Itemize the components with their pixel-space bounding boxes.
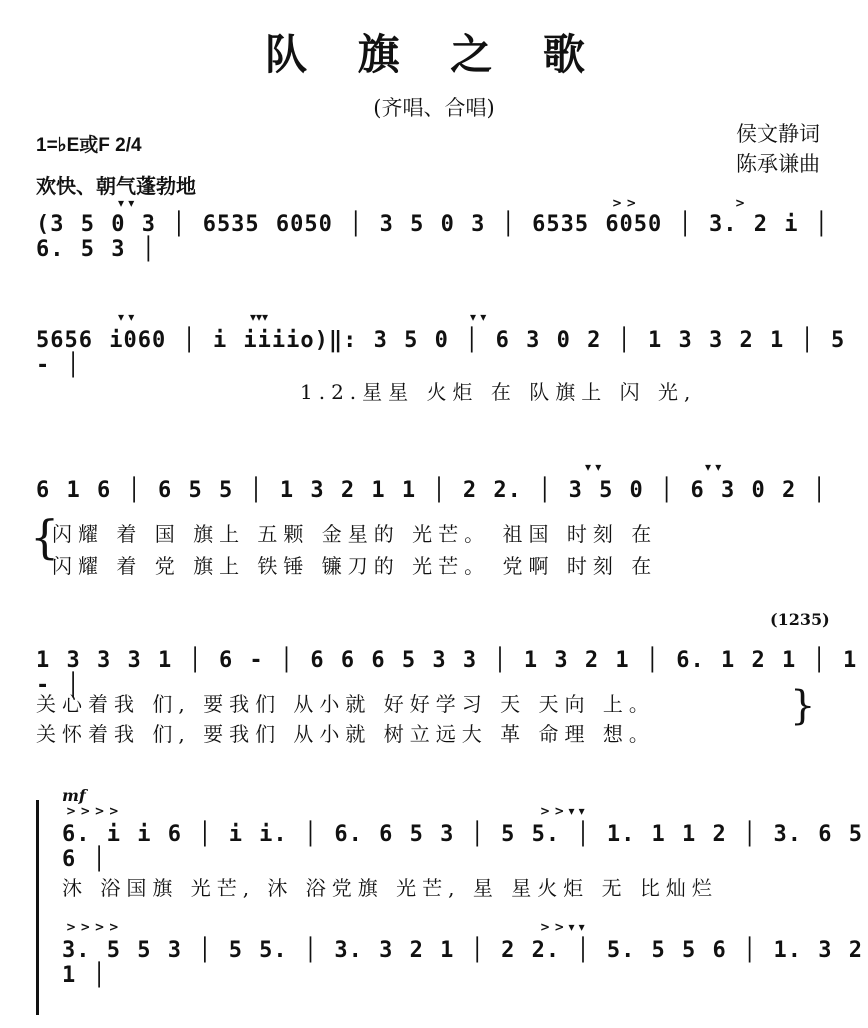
lyric-line-verse-2: 关怀着我 们, 要我们 从小就 树立远大 革 命理 想。 bbox=[36, 722, 655, 746]
accent-marks: ▾▾▾ bbox=[250, 310, 269, 324]
accent-marks: > > ▾ ▾ bbox=[540, 920, 585, 934]
notation-line: 1 3 3 3 1 │ 6 - │ 6 6 6 5 3 3 │ 1 3 2 1 │ 6. 1 2 1 │ 1 - │ bbox=[36, 648, 858, 698]
accent-marks: > > > > bbox=[66, 804, 119, 818]
accent-marks: ▾ ▾ bbox=[118, 310, 135, 324]
accent-marks: > > ▾ ▾ bbox=[540, 804, 585, 818]
accent-marks: > > > > bbox=[66, 920, 119, 934]
crescendo-fill: (1235) bbox=[770, 610, 830, 629]
choir-bracket bbox=[36, 800, 43, 1015]
lyric-line-verse-2: 闪耀 着 党 旗上 铁锤 镰刀的 光芒。 党啊 时刻 在 bbox=[52, 554, 658, 578]
key-signature: 1=♭E或F 2/4 bbox=[36, 135, 142, 156]
song-subtitle: (齐唱、合唱) bbox=[373, 96, 495, 120]
accent-marks: ▾ ▾ bbox=[118, 196, 135, 210]
accent-marks: > bbox=[735, 196, 746, 210]
tempo-marking: 欢快、朝气蓬勃地 bbox=[36, 176, 196, 198]
lyric-line-verse-1: 闪耀 着 国 旗上 五颗 金星的 光芒。 祖国 时刻 在 bbox=[52, 522, 658, 546]
verse-brace: } bbox=[790, 683, 816, 729]
accent-marks: ▾ ▾ bbox=[585, 460, 602, 474]
notation-line-upper: 6. i i 6 │ i i. │ 6. 6 5 3 │ 5 5. │ 1. 1 1 2 │ 3. 6 5 6 │ bbox=[62, 822, 863, 872]
lyricist-credit: 侯文静词 bbox=[736, 122, 820, 146]
dynamic-marking: mf bbox=[62, 786, 86, 805]
notation-line: 5656 i060 │ i iiiio)‖: 3 5 0 │ 6 3 0 2 │ 1 3 3 2 1 │ 5 - │ bbox=[36, 328, 846, 378]
notation-line-lower: 3. 5 5 3 │ 5 5. │ 3. 3 2 1 │ 2 2. │ 5. 5 5 6 │ 1. 3 2 1 │ bbox=[62, 938, 863, 988]
notation-line: (3 5 0 3 │ 6535 6050 │ 3 5 0 3 │ 6535 6050 │ 3. 2 i │ 6. 5 3 │ bbox=[36, 212, 829, 262]
notation-line: 6 1 6 │ 6 5 5 │ 1 3 2 1 1 │ 2 2. │ 3 5 0 │ 6 3 0 2 │ bbox=[36, 478, 827, 503]
accent-marks: ▾ ▾ bbox=[470, 310, 487, 324]
accent-marks: > > bbox=[612, 196, 637, 210]
lyric-line-verse-1: 关心着我 们, 要我们 从小就 好好学习 天 天向 上。 bbox=[36, 692, 655, 716]
lyric-line: 沐 浴国旗 光芒, 沐 浴党旗 光芒, 星 星火炬 无 比灿烂 bbox=[62, 876, 718, 900]
lyric-line: 1.2.星星 火炬 在 队旗上 闪 光, bbox=[300, 380, 697, 404]
composer-credit: 陈承谦曲 bbox=[736, 152, 820, 176]
song-title: 队 旗 之 歌 bbox=[265, 30, 603, 79]
accent-marks: ▾ ▾ bbox=[705, 460, 722, 474]
verse-brace: { bbox=[30, 510, 60, 564]
